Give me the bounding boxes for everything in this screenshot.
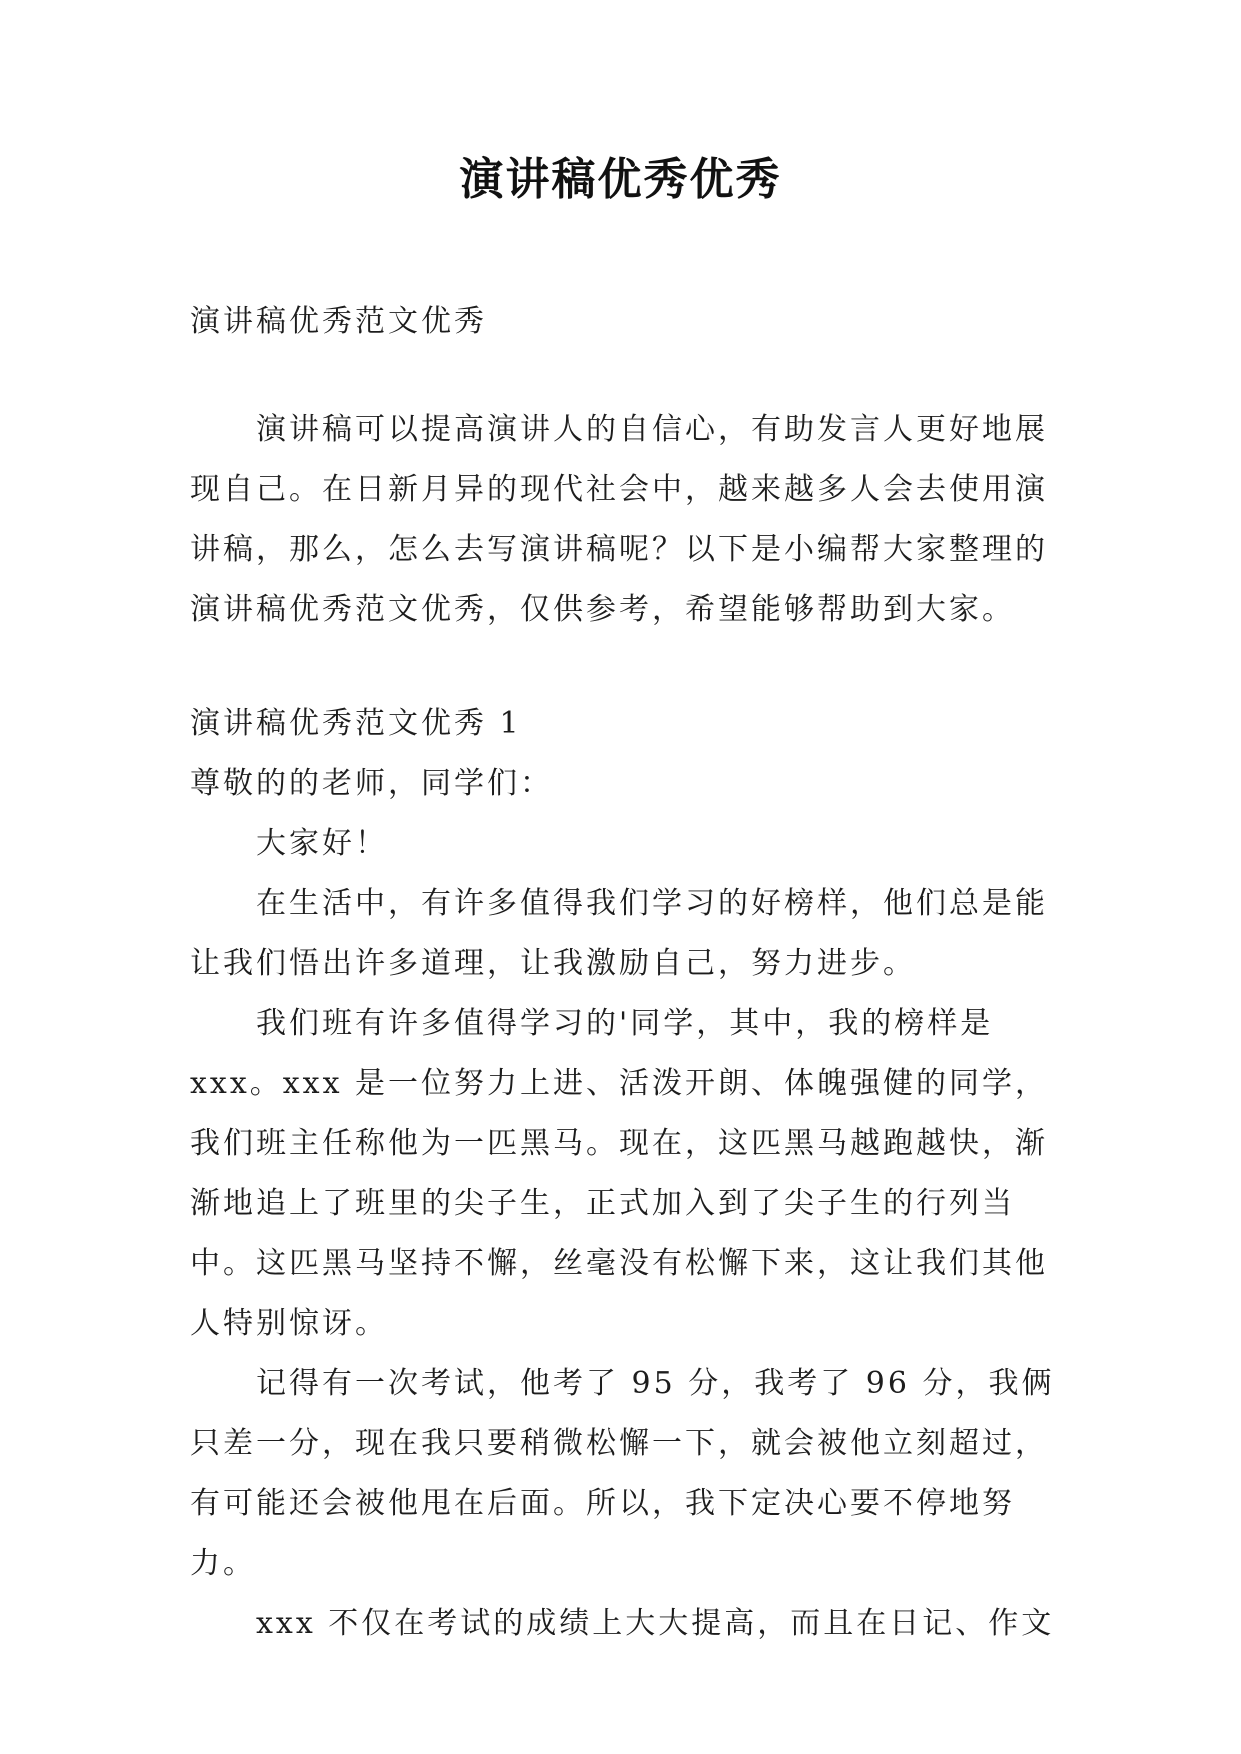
section-heading: 演讲稿优秀范文优秀 1 (190, 706, 522, 741)
intro-paragraph: 演讲稿可以提高演讲人的自信心，有助发言人更好地展现自己。在日新月异的现代社会中，越来越多人会去使用演讲稿，那么，怎么去写演讲稿呢？以下是小编帮大家整理的演讲稿优秀范文优秀，仅供参考，希望能够帮助到大家。 (190, 412, 1048, 627)
document-body (190, 292, 1060, 1654)
salutation: 尊敬的的老师，同学们： (190, 766, 553, 801)
document-title: 演讲稿优秀优秀 (459, 154, 782, 205)
greeting: 大家好！ (256, 826, 388, 861)
document-subtitle: 演讲稿优秀范文优秀 (190, 304, 487, 339)
body-paragraph: 记得有一次考试，他考了 95 分，我考了 96 分，我俩只差一分，现在我只要稍微松懈一下，就会被他立刻超过，有可能还会被他甩在后面。所以，我下定决心要不停地努力。 (190, 1366, 1055, 1581)
body-paragraph: 在生活中，有许多值得我们学习的好榜样，他们总是能让我们悟出许多道理，让我激励自己，努力进步。 (190, 886, 1048, 981)
body-paragraph: xxx 不仅在考试的成绩上大大提高，而且在日记、作文 (256, 1606, 1055, 1641)
body-paragraph: 我们班有许多值得学习的'同学，其中，我的榜样是 xxx。xxx 是一位努力上进、活泼开朗、体魄强健的同学，我们班主任称他为一匹黑马。现在，这匹黑马越跑越快，渐渐地追上了班里的尖子生，正式加入到了尖子生的行列当中。这匹黑马坚持不懈，丝毫没有松懈下来，这让我们其他人特别惊讶。 (190, 1006, 1049, 1341)
